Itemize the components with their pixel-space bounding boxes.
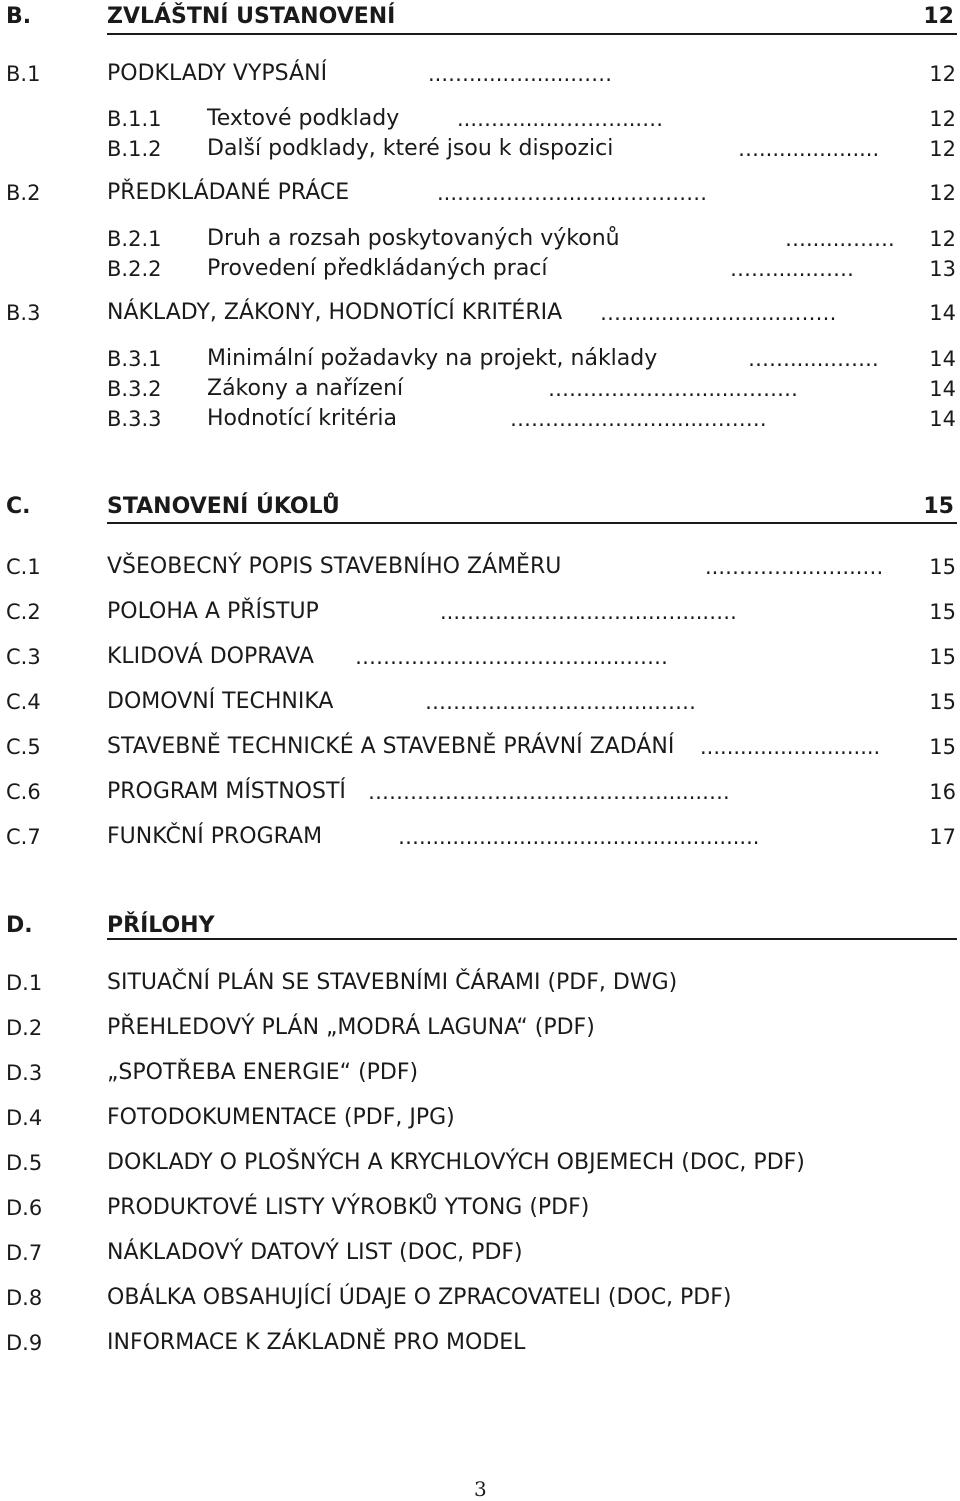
toc-number: B.3.3: [107, 407, 162, 431]
toc-number: B.3.1: [107, 347, 162, 371]
toc-leader: ...……......………...…: [457, 107, 664, 131]
section-c-number: C.: [6, 494, 31, 519]
attachment-number: D.5: [6, 1151, 43, 1175]
toc-leader: ……......…….: [748, 347, 879, 371]
toc-leader: …………………......………: [548, 377, 799, 401]
toc-leader: ……………….…......………: [510, 407, 767, 431]
toc-title: Provedení předkládaných prací: [207, 256, 548, 281]
section-d-title: PŘÍLOHY: [107, 913, 215, 938]
toc-title: Další podklady, které jsou k dispozici: [207, 136, 614, 161]
attachment-number: D.7: [6, 1241, 43, 1265]
toc-leader: ...........................: [700, 735, 881, 759]
section-b-page: 12: [923, 4, 954, 29]
toc-page: 12: [929, 181, 956, 205]
toc-number: B.1.2: [107, 137, 162, 161]
attachment-number: D.3: [6, 1061, 43, 1085]
attachment-title: SITUAČNÍ PLÁN SE STAVEBNÍMI ČÁRAMI (PDF, DWG): [107, 970, 678, 995]
toc-title: NÁKLADY, ZÁKONY, HODNOTÍCÍ KRITÉRIA: [107, 300, 563, 325]
toc-number: C.7: [6, 825, 41, 849]
toc-page: 14: [929, 347, 956, 371]
toc-leader: ...……………...…...…………: [437, 181, 708, 205]
toc-number: B.1.1: [107, 107, 162, 131]
toc-page: 16: [929, 780, 956, 804]
section-c-page: 15: [923, 494, 954, 519]
attachment-number: D.9: [6, 1331, 43, 1355]
toc-number: B.2: [6, 181, 41, 205]
toc-number: C.3: [6, 645, 41, 669]
toc-title: Textové podklady: [207, 106, 400, 131]
toc-leader: …..........................……: [600, 301, 837, 325]
toc-title: FUNKČNÍ PROGRAM: [107, 824, 323, 849]
section-d-number: D.: [6, 913, 33, 938]
attachment-title: „SPOTŘEBA ENERGIE“ (PDF): [107, 1060, 419, 1085]
attachment-title: FOTODOKUMENTACE (PDF, JPG): [107, 1105, 455, 1130]
toc-page: 15: [929, 645, 956, 669]
toc-leader: ...…......…......……: [428, 62, 613, 86]
toc-page: 12: [929, 62, 956, 86]
toc-leader: …...................................................: [398, 825, 760, 849]
toc-title: Zákony a nařízení: [207, 376, 404, 401]
toc-number: C.4: [6, 690, 41, 714]
toc-number: B.3: [6, 301, 41, 325]
toc-title: PROGRAM MÍSTNOSTÍ: [107, 779, 346, 804]
section-b-number: B.: [6, 4, 32, 29]
toc-title: Minimální požadavky na projekt, náklady: [207, 346, 658, 371]
toc-page: 15: [929, 735, 956, 759]
toc-leader: ……………………………………......….: [368, 780, 730, 804]
toc-page: 12: [929, 137, 956, 161]
attachment-number: D.6: [6, 1196, 43, 1220]
toc-page: 13: [929, 257, 956, 281]
toc-page: 15: [929, 555, 956, 579]
toc-page: 14: [929, 407, 956, 431]
toc-title: PODKLADY VYPSÁNÍ: [107, 61, 328, 86]
toc-leader: …..................: [738, 137, 880, 161]
toc-title: PŘEDKLÁDANÉ PRÁCE: [107, 180, 350, 205]
attachment-number: D.4: [6, 1106, 43, 1130]
toc-title: DOMOVNÍ TECHNIKA: [107, 689, 334, 714]
toc-number: B.1: [6, 62, 41, 86]
toc-leader: ……………………………......……: [355, 645, 669, 669]
footer-page-number: 3: [474, 1477, 487, 1501]
toc-page: 12: [929, 107, 956, 131]
toc-page: 15: [929, 690, 956, 714]
attachment-title: PRODUKTOVÉ LISTY VÝROBKŮ YTONG (PDF): [107, 1195, 590, 1220]
section-c-title: STANOVENÍ ÚKOLŮ: [107, 494, 340, 519]
toc-page: 17: [929, 825, 956, 849]
toc-title: POLOHA A PŘÍSTUP: [107, 599, 319, 624]
attachment-title: NÁKLADOVÝ DATOVÝ LIST (DOC, PDF): [107, 1240, 523, 1265]
section-b-title: ZVLÁŠTNÍ USTANOVENÍ: [107, 4, 396, 29]
toc-title: Druh a rozsah poskytovaných výkonů: [207, 226, 620, 251]
toc-leader: ………………………......……: [425, 690, 697, 714]
attachment-title: OBÁLKA OBSAHUJÍCÍ ÚDAJE O ZPRACOVATELI (DOC, PDF): [107, 1285, 732, 1310]
toc-title: Hodnotící kritéria: [207, 406, 398, 431]
toc-title: VŠEOBECNÝ POPIS STAVEBNÍHO ZÁMĚRU: [107, 554, 562, 579]
toc-leader: …......…….: [785, 227, 895, 251]
toc-page: 12: [929, 227, 956, 251]
toc-title: STAVEBNĚ TECHNICKÉ A STAVEBNĚ PRÁVNÍ ZADÁNÍ: [107, 734, 675, 759]
attachment-title: DOKLADY O PLOŠNÝCH A KRYCHLOVÝCH OBJEMECH (DOC, PDF): [107, 1150, 805, 1175]
attachment-number: D.1: [6, 971, 43, 995]
toc-number: B.2.1: [107, 227, 162, 251]
section-b-underline: [107, 33, 957, 35]
toc-number: C.6: [6, 780, 41, 804]
attachment-title: PŘEHLEDOVÝ PLÁN „MODRÁ LAGUNA“ (PDF): [107, 1015, 595, 1040]
toc-number: B.3.2: [107, 377, 162, 401]
toc-title: KLIDOVÁ DOPRAVA: [107, 644, 314, 669]
toc-page: 15: [929, 600, 956, 624]
toc-leader: ……......……: [730, 257, 855, 281]
toc-number: B.2.2: [107, 257, 162, 281]
section-c-underline: [107, 522, 957, 524]
toc-leader: ...…………………….....…....….: [440, 600, 737, 624]
attachment-number: D.8: [6, 1286, 43, 1310]
toc-number: C.2: [6, 600, 41, 624]
toc-number: C.1: [6, 555, 41, 579]
toc-number: C.5: [6, 735, 41, 759]
attachment-title: INFORMACE K ZÁKLADNĚ PRO MODEL: [107, 1330, 526, 1355]
attachment-number: D.2: [6, 1016, 43, 1040]
toc-page: 14: [929, 301, 956, 325]
toc-leader: ...……….....…...…: [705, 555, 884, 579]
section-d-underline: [107, 938, 957, 940]
toc-page: 14: [929, 377, 956, 401]
